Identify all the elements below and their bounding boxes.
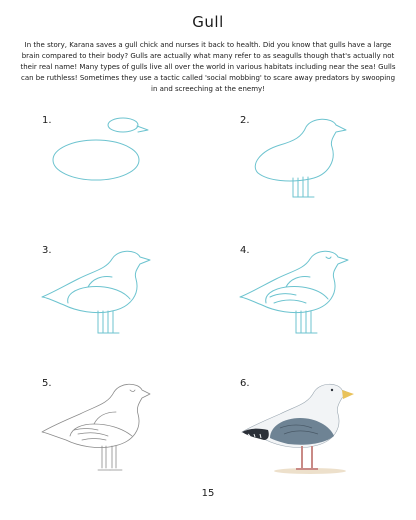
step-6-drawing xyxy=(240,378,410,498)
step-number: 1. xyxy=(42,115,52,126)
step-3 xyxy=(42,245,212,365)
step-number: 6. xyxy=(240,378,250,389)
step-1 xyxy=(42,115,212,235)
step-number: 5. xyxy=(42,378,52,389)
step-1-drawing xyxy=(42,115,212,235)
step-2 xyxy=(240,115,410,235)
step-2-drawing xyxy=(240,115,410,235)
step-number: 3. xyxy=(42,245,52,256)
step-5 xyxy=(42,378,212,498)
step-4-drawing xyxy=(240,245,410,365)
step-number: 4. xyxy=(240,245,250,256)
step-3-drawing xyxy=(42,245,212,365)
step-6 xyxy=(240,378,410,498)
step-number: 2. xyxy=(240,115,250,126)
step-4 xyxy=(240,245,410,365)
page-title: Gull xyxy=(192,13,224,31)
step-5-drawing xyxy=(42,378,212,498)
page-number: 15 xyxy=(201,488,215,499)
intro-paragraph: In the story, Karana saves a gull chick and nurses it back to health. Did you know that gulls have a large brain compared to their body? Gulls are actually what many refer to as seagulls though that's actually not their real name! Many types of gulls live all over the world in various habitats including near the sea! Gulls can be ruthless! Sometimes they use a tactic called 'social mobbing' to scare away predators by swooping in and screeching at the enemy! xyxy=(20,41,396,93)
